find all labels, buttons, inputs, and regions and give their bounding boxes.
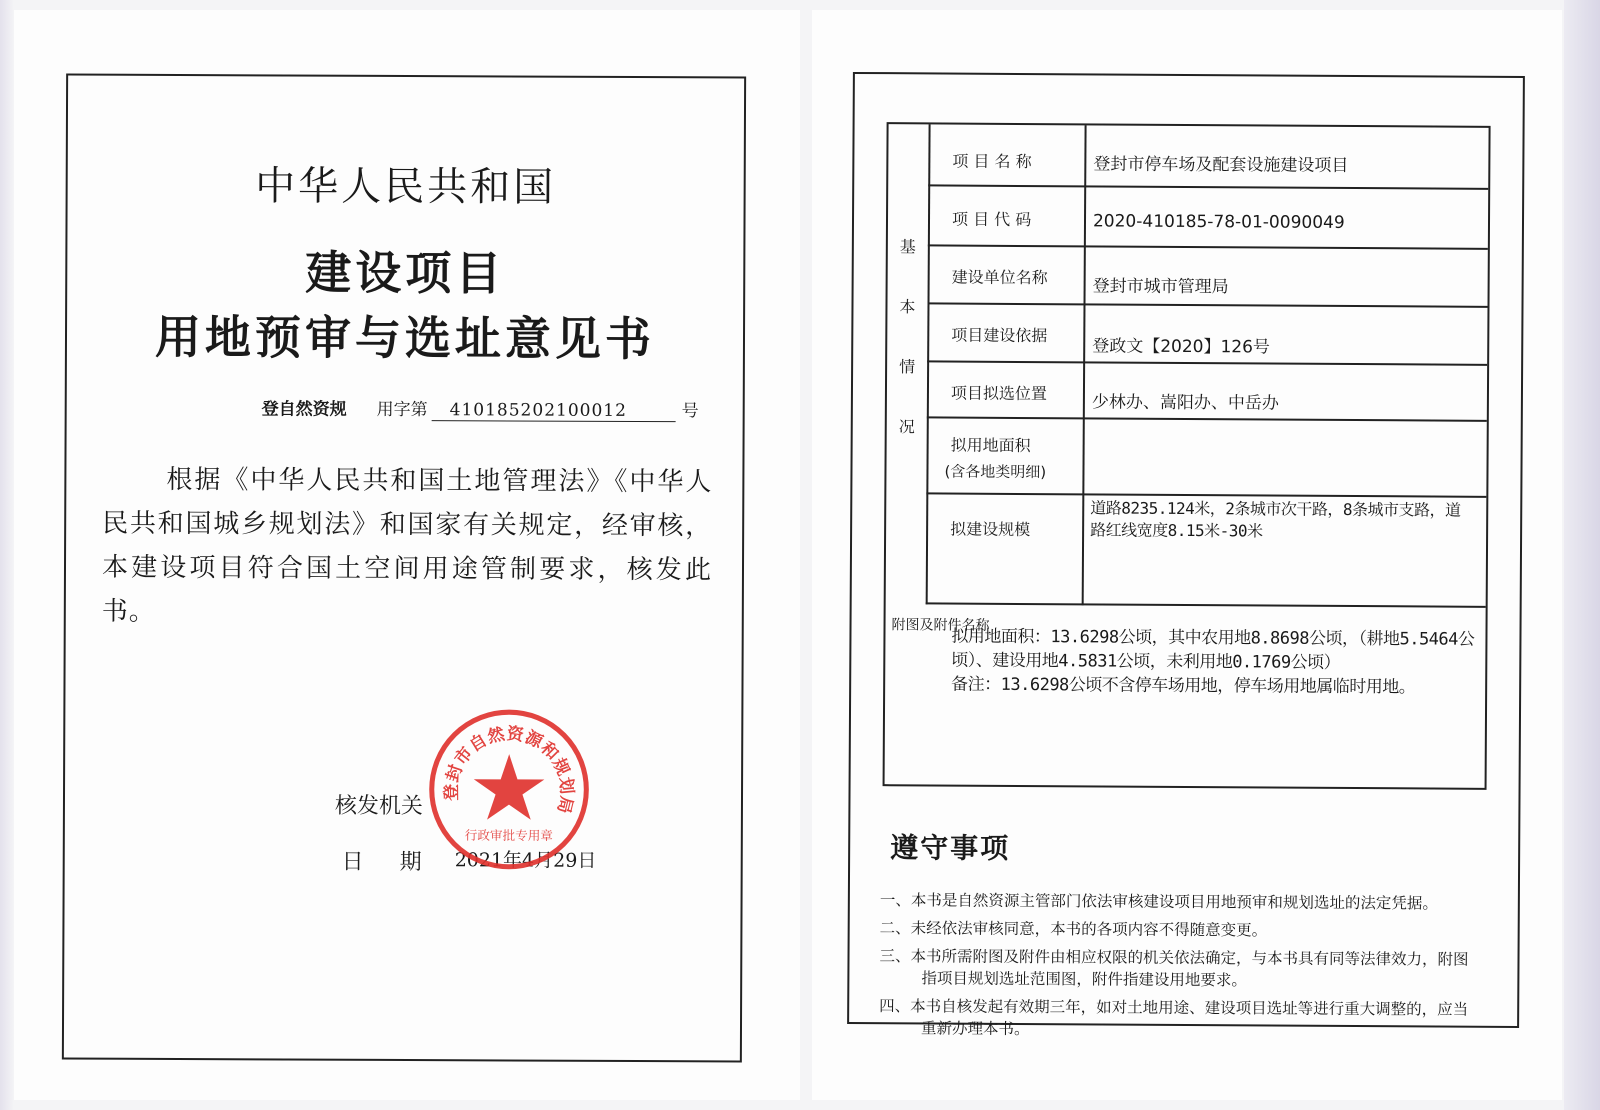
certificate-detail-page [812, 10, 1562, 1100]
table-row-divider [926, 492, 1486, 497]
table-row-divider [928, 244, 1488, 249]
row-value-scale: 道路8235.124米，2条城市次干路，8条城市支路，道路红线宽度8.15米-30米 [1090, 498, 1461, 541]
side-label-char-4: 况 [898, 417, 915, 437]
side-label-char-1: 基 [899, 237, 916, 257]
doc-number-prefix: 登自然资规 [261, 399, 347, 420]
row-label-builder: 建设单位名称 [951, 267, 1048, 288]
title-line-2: 用地预审与选址意见书 [154, 309, 656, 367]
row-label-project-name: 项 目 名 称 [952, 151, 1032, 172]
row-label-area: 拟用地面积 [950, 435, 1031, 456]
row-label-area-detail: (含各地类明细) [944, 462, 1047, 482]
row-value-project-name: 登封市停车场及配套设施建设项目 [1093, 154, 1349, 176]
cover-border-frame [62, 74, 746, 1063]
row-value-area [1092, 445, 1477, 447]
page-edge-left [0, 0, 14, 1110]
table-row-divider [927, 416, 1487, 421]
row-value-basis: 登政文【2020】126号 [1092, 336, 1271, 358]
table-row-divider [928, 184, 1488, 189]
seal-inner-text: 行政审批专用章 [464, 827, 553, 844]
row-value-location: 少林办、嵩阳办、中岳办 [1091, 392, 1279, 414]
table-column-divider [1082, 125, 1087, 605]
doc-number-value: 410185202100012 [432, 400, 676, 422]
doc-number-suffix: 号 [681, 401, 699, 422]
note-item-2: 二、未经依法审核同意，本书的各项内容不得随意变更。 [879, 919, 1268, 940]
row-value-project-code: 2020-410185-78-01-0090049 [1092, 211, 1345, 233]
row-label-basis: 项目建设依据 [951, 325, 1048, 346]
table-row-divider-hidden [1082, 553, 1486, 555]
seal-outer-text: 登封市自然资源和规划局 [440, 722, 578, 817]
issuer-label: 核发机关 [334, 793, 424, 820]
attachment-text: 拟用地面积：13.6298公顷，其中农用地8.8698公顷，（耕地5.5464公顷）、建设用地4.5831公顷，未利用地0.1769公顷） 备注：13.6298公顷不含停车场用地，停车场用地属临时用地。 [951, 626, 1475, 698]
note-item-3: 三、本书所需附图及附件由相应权限的机关依法确定，与本书具有同等法律效力，附图指项目规划选址范围图，附件指建设用地要求。 [879, 947, 1469, 990]
seal-star-icon [474, 754, 545, 820]
certificate-body-text: 根据《中华人民共和国土地管理法》《中华人民共和国城乡规划法》和国家有关规定，经审核，本建设项目符合国土空间用途管制要求，核发此书。 [101, 464, 713, 627]
table-row-divider [927, 360, 1487, 365]
date-label: 日期 [341, 849, 458, 876]
certificate-cover-page [14, 10, 800, 1100]
note-item-1: 一、本书是自然资源主管部门依法审核建设项目用地预审和规划选址的法定凭据。 [879, 891, 1438, 913]
attachment-label: 附图及附件名称 [891, 617, 990, 634]
row-value-builder: 登封市城市管理局 [1092, 276, 1229, 298]
side-label-char-2: 本 [899, 297, 916, 317]
official-seal-stamp [425, 705, 594, 874]
table-row-divider [926, 602, 1486, 607]
table-row-divider [927, 302, 1487, 307]
country-name: 中华人民共和国 [255, 163, 557, 211]
basic-info-side-label [886, 124, 931, 604]
document-number [262, 394, 699, 422]
row-label-project-code: 项 目 代 码 [951, 209, 1032, 230]
issue-date: 2021年4月29日 [454, 849, 597, 872]
page-edge-right [1564, 0, 1600, 1110]
row-label-location: 项目拟选位置 [950, 383, 1048, 404]
note-item-4: 四、本书自核发起有效期三年，如对土地用途、建设项目选址等进行重大调整的，应当重新办理本书。 [879, 997, 1469, 1039]
side-label-char-3: 情 [899, 357, 916, 377]
doc-number-middle: 用字第 [376, 399, 428, 421]
detail-border-frame [847, 72, 1525, 1039]
notes-list [879, 889, 1480, 1049]
title-line-1: 建设项目 [305, 245, 506, 301]
notes-title: 遵守事项 [890, 831, 1011, 865]
row-label-scale: 拟建设规模 [950, 519, 1031, 540]
